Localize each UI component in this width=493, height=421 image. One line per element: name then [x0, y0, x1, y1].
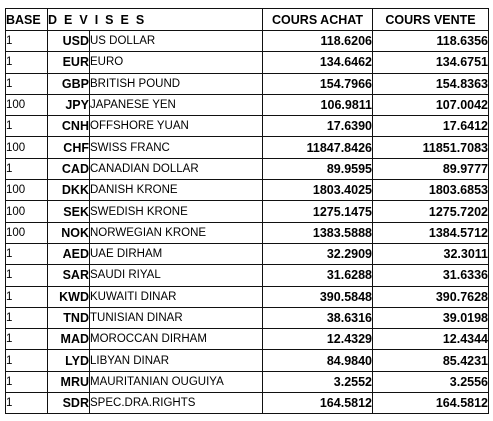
cell-buy-rate: 134.6462 — [263, 52, 373, 73]
cell-base: 1 — [6, 393, 48, 414]
cell-currency-code: LYD — [48, 350, 90, 371]
cell-sell-rate: 3.2556 — [373, 371, 489, 392]
table-row — [6, 371, 489, 392]
table-row — [6, 73, 489, 94]
cell-currency-name: UAE DIRHAM — [90, 243, 263, 264]
cell-base: 100 — [6, 201, 48, 222]
cell-currency-name: DANISH KRONE — [90, 180, 263, 201]
table-row — [6, 329, 489, 350]
cell-buy-rate: 17.6390 — [263, 116, 373, 137]
cell-currency-name: JAPANESE YEN — [90, 94, 263, 115]
cell-currency-code: SAR — [48, 265, 90, 286]
cell-currency-name: EURO — [90, 52, 263, 73]
cell-currency-name: SPEC.DRA.RIGHTS — [90, 393, 263, 414]
cell-sell-rate: 39.0198 — [373, 307, 489, 328]
cell-currency-name: MAURITANIAN OUGUIYA — [90, 371, 263, 392]
cell-buy-rate: 3.2552 — [263, 371, 373, 392]
cell-buy-rate: 1383.5888 — [263, 222, 373, 243]
cell-currency-name: SWEDISH KRONE — [90, 201, 263, 222]
cell-sell-rate: 1384.5712 — [373, 222, 489, 243]
cell-sell-rate: 118.6356 — [373, 31, 489, 52]
cell-currency-code: AED — [48, 243, 90, 264]
table-row — [6, 31, 489, 52]
cell-currency-name: US DOLLAR — [90, 31, 263, 52]
cell-buy-rate: 12.4329 — [263, 329, 373, 350]
cell-currency-code: MRU — [48, 371, 90, 392]
cell-base: 100 — [6, 222, 48, 243]
cell-currency-name: CANADIAN DOLLAR — [90, 158, 263, 179]
cell-base: 1 — [6, 371, 48, 392]
header-buy-rate: COURS ACHAT — [263, 9, 373, 31]
cell-currency-code: CAD — [48, 158, 90, 179]
cell-currency-code: NOK — [48, 222, 90, 243]
cell-currency-code: EUR — [48, 52, 90, 73]
header-devises: DEVISES — [48, 9, 263, 31]
cell-currency-name: TUNISIAN DINAR — [90, 307, 263, 328]
cell-buy-rate: 89.9595 — [263, 158, 373, 179]
cell-base: 1 — [6, 307, 48, 328]
cell-sell-rate: 31.6336 — [373, 265, 489, 286]
cell-currency-code: CNH — [48, 116, 90, 137]
table-row — [6, 265, 489, 286]
cell-currency-code: USD — [48, 31, 90, 52]
cell-currency-name: BRITISH POUND — [90, 73, 263, 94]
cell-base: 1 — [6, 286, 48, 307]
cell-currency-name: OFFSHORE YUAN — [90, 116, 263, 137]
cell-currency-name: SWISS FRANC — [90, 137, 263, 158]
cell-buy-rate: 1803.4025 — [263, 180, 373, 201]
cell-sell-rate: 1275.7202 — [373, 201, 489, 222]
cell-currency-code: CHF — [48, 137, 90, 158]
cell-sell-rate: 32.3011 — [373, 243, 489, 264]
cell-currency-code: GBP — [48, 73, 90, 94]
header-base: BASE — [6, 9, 48, 31]
cell-buy-rate: 11847.8426 — [263, 137, 373, 158]
cell-base: 1 — [6, 116, 48, 137]
cell-buy-rate: 154.7966 — [263, 73, 373, 94]
table-row — [6, 201, 489, 222]
table-row — [6, 116, 489, 137]
cell-currency-code: SEK — [48, 201, 90, 222]
cell-currency-code: KWD — [48, 286, 90, 307]
cell-sell-rate: 390.7628 — [373, 286, 489, 307]
cell-buy-rate: 84.9840 — [263, 350, 373, 371]
table-row — [6, 158, 489, 179]
table-row — [6, 243, 489, 264]
table-row — [6, 222, 489, 243]
cell-base: 1 — [6, 350, 48, 371]
cell-buy-rate: 118.6206 — [263, 31, 373, 52]
cell-sell-rate: 89.9777 — [373, 158, 489, 179]
cell-currency-code: MAD — [48, 329, 90, 350]
cell-currency-code: TND — [48, 307, 90, 328]
cell-buy-rate: 31.6288 — [263, 265, 373, 286]
cell-currency-code: DKK — [48, 180, 90, 201]
table-row — [6, 350, 489, 371]
table-row — [6, 137, 489, 158]
cell-currency-name: LIBYAN DINAR — [90, 350, 263, 371]
cell-base: 100 — [6, 94, 48, 115]
cell-sell-rate: 85.4231 — [373, 350, 489, 371]
cell-currency-name: NORWEGIAN KRONE — [90, 222, 263, 243]
table-header-row — [6, 9, 489, 31]
exchange-rate-table — [5, 8, 489, 414]
cell-buy-rate: 1275.1475 — [263, 201, 373, 222]
cell-sell-rate: 134.6751 — [373, 52, 489, 73]
table-row — [6, 94, 489, 115]
cell-sell-rate: 1803.6853 — [373, 180, 489, 201]
cell-currency-code: JPY — [48, 94, 90, 115]
cell-currency-name: SAUDI RIYAL — [90, 265, 263, 286]
cell-sell-rate: 107.0042 — [373, 94, 489, 115]
header-sell-rate: COURS VENTE — [373, 9, 489, 31]
cell-buy-rate: 164.5812 — [263, 393, 373, 414]
table-row — [6, 286, 489, 307]
cell-base: 100 — [6, 137, 48, 158]
cell-base: 1 — [6, 52, 48, 73]
cell-base: 1 — [6, 243, 48, 264]
table-row — [6, 52, 489, 73]
cell-sell-rate: 164.5812 — [373, 393, 489, 414]
cell-currency-name: KUWAITI DINAR — [90, 286, 263, 307]
table-body — [6, 31, 489, 414]
cell-currency-code: SDR — [48, 393, 90, 414]
cell-buy-rate: 32.2909 — [263, 243, 373, 264]
exchange-rate-sheet — [5, 8, 488, 418]
cell-base: 100 — [6, 180, 48, 201]
cell-buy-rate: 38.6316 — [263, 307, 373, 328]
cell-sell-rate: 11851.7083 — [373, 137, 489, 158]
cell-base: 1 — [6, 73, 48, 94]
cell-buy-rate: 106.9811 — [263, 94, 373, 115]
table-row — [6, 180, 489, 201]
cell-base: 1 — [6, 31, 48, 52]
table-row — [6, 307, 489, 328]
cell-sell-rate: 12.4344 — [373, 329, 489, 350]
cell-sell-rate: 17.6412 — [373, 116, 489, 137]
cell-base: 1 — [6, 329, 48, 350]
cell-currency-name: MOROCCAN DIRHAM — [90, 329, 263, 350]
cell-base: 1 — [6, 265, 48, 286]
cell-sell-rate: 154.8363 — [373, 73, 489, 94]
table-row — [6, 393, 489, 414]
cell-base: 1 — [6, 158, 48, 179]
cell-buy-rate: 390.5848 — [263, 286, 373, 307]
